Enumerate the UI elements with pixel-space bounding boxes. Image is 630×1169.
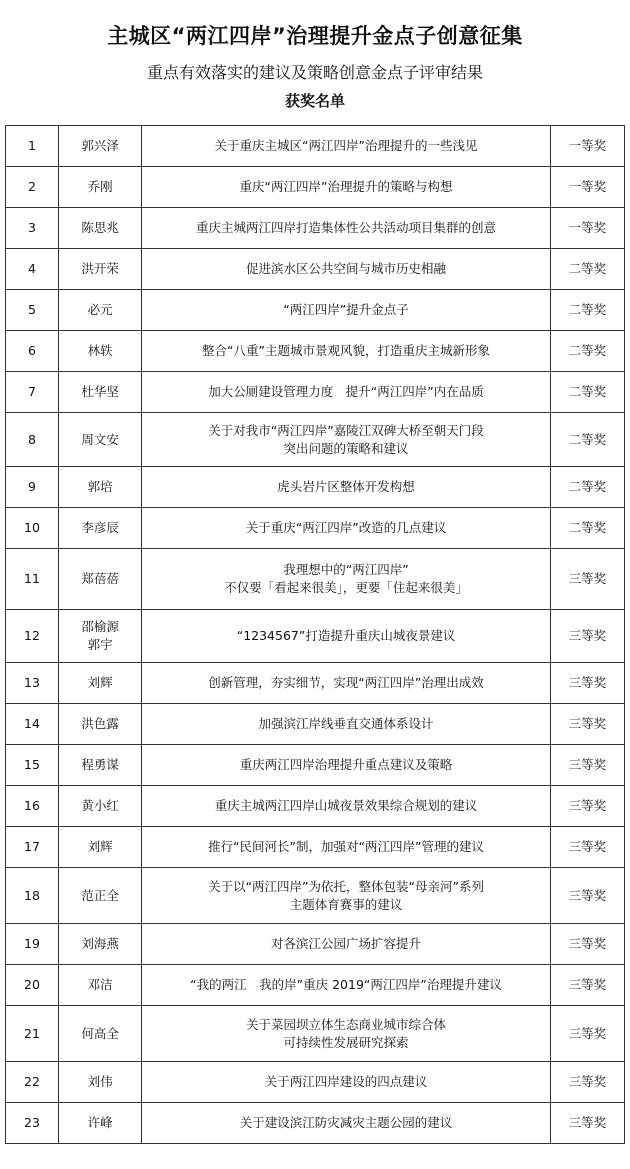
prize-level-cell: 三等奖 — [550, 924, 624, 965]
winner-name-cell: 洪色露 — [58, 704, 141, 745]
winner-name-cell: 刘海燕 — [58, 924, 141, 965]
table-row — [6, 704, 625, 745]
section-heading: 获奖名单 — [284, 92, 345, 110]
prize-level-cell: 三等奖 — [550, 786, 624, 827]
prize-level-cell: 二等奖 — [550, 290, 624, 331]
prize-level-cell: 三等奖 — [550, 965, 624, 1006]
winner-name-cell: 林轶 — [58, 331, 141, 372]
proposal-title-cell: 关于重庆主城区“两江四岸”治理提升的一些浅见 — [142, 126, 550, 167]
row-number-cell: 2 — [6, 167, 59, 208]
row-number-cell: 7 — [6, 372, 59, 413]
winner-name-cell: 杜华坚 — [58, 372, 141, 413]
proposal-title-cell: 重庆“两江四岸”治理提升的策略与构想 — [142, 167, 550, 208]
winner-name-cell: 必元 — [58, 290, 141, 331]
table-row — [6, 290, 625, 331]
row-number-cell: 23 — [6, 1103, 59, 1144]
table-row — [6, 413, 625, 467]
table-row — [6, 467, 625, 508]
winner-name-cell: 李彦辰 — [58, 508, 141, 549]
row-number-cell: 15 — [6, 745, 59, 786]
table-row — [6, 868, 625, 924]
awards-table — [5, 125, 625, 1144]
winner-name-cell: 刘辉 — [58, 827, 141, 868]
row-number-cell: 19 — [6, 924, 59, 965]
prize-level-cell: 二等奖 — [550, 508, 624, 549]
winner-name-cell: 乔刚 — [58, 167, 141, 208]
row-number-cell: 20 — [6, 965, 59, 1006]
document-subtitle: 重点有效落实的建议及策略创意金点子评审结果 — [146, 63, 483, 82]
winner-name-cell: 刘伟 — [58, 1062, 141, 1103]
proposal-title-cell: 虎头岩片区整体开发构想 — [142, 467, 550, 508]
table-row — [6, 508, 625, 549]
proposal-title-cell: 重庆主城两江四岸打造集体性公共活动项目集群的创意 — [142, 208, 550, 249]
table-row — [6, 208, 625, 249]
prize-level-cell: 三等奖 — [550, 663, 624, 704]
proposal-title-cell: “两江四岸”提升金点子 — [142, 290, 550, 331]
table-row — [6, 663, 625, 704]
table-row — [6, 965, 625, 1006]
row-number-cell: 9 — [6, 467, 59, 508]
winner-name-cell: 郭培 — [58, 467, 141, 508]
row-number-cell: 22 — [6, 1062, 59, 1103]
table-row — [6, 167, 625, 208]
row-number-cell: 8 — [6, 413, 59, 467]
table-row — [6, 610, 625, 663]
winner-name-cell: 范正全 — [58, 868, 141, 924]
table-row — [6, 1006, 625, 1062]
prize-level-cell: 三等奖 — [550, 1062, 624, 1103]
table-row — [6, 549, 625, 610]
prize-level-cell: 一等奖 — [550, 208, 624, 249]
prize-level-cell: 三等奖 — [550, 1103, 624, 1144]
prize-level-cell: 二等奖 — [550, 372, 624, 413]
winner-name-cell: 郭兴泽 — [58, 126, 141, 167]
prize-level-cell: 一等奖 — [550, 126, 624, 167]
winner-name-cell: 郑蓓蓓 — [58, 549, 141, 610]
winner-name-cell: 邵榆源 郭宇 — [58, 610, 141, 663]
winner-name-cell: 程勇谋 — [58, 745, 141, 786]
prize-level-cell: 二等奖 — [550, 331, 624, 372]
prize-level-cell: 三等奖 — [550, 704, 624, 745]
awards-table-body — [6, 126, 625, 1144]
prize-level-cell: 三等奖 — [550, 1006, 624, 1062]
row-number-cell: 6 — [6, 331, 59, 372]
proposal-title-cell: 关于两江四岸建设的四点建议 — [142, 1062, 550, 1103]
row-number-cell: 13 — [6, 663, 59, 704]
proposal-title-cell: 关于重庆“两江四岸”改造的几点建议 — [142, 508, 550, 549]
table-row — [6, 1103, 625, 1144]
proposal-title-cell: 加大公厕建设管理力度 提升“两江四岸”内在品质 — [142, 372, 550, 413]
prize-level-cell: 二等奖 — [550, 467, 624, 508]
prize-level-cell: 三等奖 — [550, 610, 624, 663]
row-number-cell: 14 — [6, 704, 59, 745]
prize-level-cell: 三等奖 — [550, 868, 624, 924]
proposal-title-cell: 加强滨江岸线垂直交通体系设计 — [142, 704, 550, 745]
proposal-title-cell: “我的两江 我的岸”重庆 2019“两江四岸”治理提升建议 — [142, 965, 550, 1006]
document-title: 主城区“两江四岸”治理提升金点子创意征集 — [107, 24, 523, 48]
row-number-cell: 3 — [6, 208, 59, 249]
proposal-title-cell: 我理想中的“两江四岸” 不仅要「看起来很美」，更要「住起来很美」 — [142, 549, 550, 610]
table-row — [6, 372, 625, 413]
document-header — [0, 0, 630, 125]
table-row — [6, 827, 625, 868]
proposal-title-cell: 促进滨水区公共空间与城市历史相融 — [142, 249, 550, 290]
row-number-cell: 17 — [6, 827, 59, 868]
winner-name-cell: 陈思兆 — [58, 208, 141, 249]
winner-name-cell: 刘辉 — [58, 663, 141, 704]
table-row — [6, 1062, 625, 1103]
proposal-title-cell: “1234567”打造提升重庆山城夜景建议 — [142, 610, 550, 663]
table-row — [6, 126, 625, 167]
row-number-cell: 5 — [6, 290, 59, 331]
prize-level-cell: 三等奖 — [550, 827, 624, 868]
table-row — [6, 924, 625, 965]
row-number-cell: 18 — [6, 868, 59, 924]
table-row — [6, 786, 625, 827]
table-row — [6, 249, 625, 290]
winner-name-cell: 许峰 — [58, 1103, 141, 1144]
prize-level-cell: 二等奖 — [550, 413, 624, 467]
row-number-cell: 21 — [6, 1006, 59, 1062]
prize-level-cell: 三等奖 — [550, 549, 624, 610]
prize-level-cell: 一等奖 — [550, 167, 624, 208]
proposal-title-cell: 重庆两江四岸治理提升重点建议及策略 — [142, 745, 550, 786]
prize-level-cell: 二等奖 — [550, 249, 624, 290]
row-number-cell: 10 — [6, 508, 59, 549]
proposal-title-cell: 创新管理，夯实细节，实现“两江四岸”治理出成效 — [142, 663, 550, 704]
winner-name-cell: 周文安 — [58, 413, 141, 467]
proposal-title-cell: 关于建设滨江防灾减灾主题公园的建议 — [142, 1103, 550, 1144]
row-number-cell: 12 — [6, 610, 59, 663]
proposal-title-cell: 关于对我市“两江四岸”嘉陵江双碑大桥至朝天门段 突出问题的策略和建议 — [142, 413, 550, 467]
proposal-title-cell: 关于以“两江四岸”为依托，整体包装“母亲河”系列 主题体育赛事的建议 — [142, 868, 550, 924]
row-number-cell: 1 — [6, 126, 59, 167]
winner-name-cell: 何高全 — [58, 1006, 141, 1062]
winner-name-cell: 黄小红 — [58, 786, 141, 827]
row-number-cell: 16 — [6, 786, 59, 827]
prize-level-cell: 三等奖 — [550, 745, 624, 786]
proposal-title-cell: 重庆主城两江四岸山城夜景效果综合规划的建议 — [142, 786, 550, 827]
row-number-cell: 4 — [6, 249, 59, 290]
winner-name-cell: 洪开荣 — [58, 249, 141, 290]
proposal-title-cell: 整合“八重”主题城市景观风貌，打造重庆主城新形象 — [142, 331, 550, 372]
table-row — [6, 745, 625, 786]
row-number-cell: 11 — [6, 549, 59, 610]
proposal-title-cell: 对各滨江公园广场扩容提升 — [142, 924, 550, 965]
proposal-title-cell: 关于菜园坝立体生态商业城市综合体 可持续性发展研究探索 — [142, 1006, 550, 1062]
table-row — [6, 331, 625, 372]
proposal-title-cell: 推行“民间河长”制，加强对“两江四岸”管理的建议 — [142, 827, 550, 868]
winner-name-cell: 邓洁 — [58, 965, 141, 1006]
